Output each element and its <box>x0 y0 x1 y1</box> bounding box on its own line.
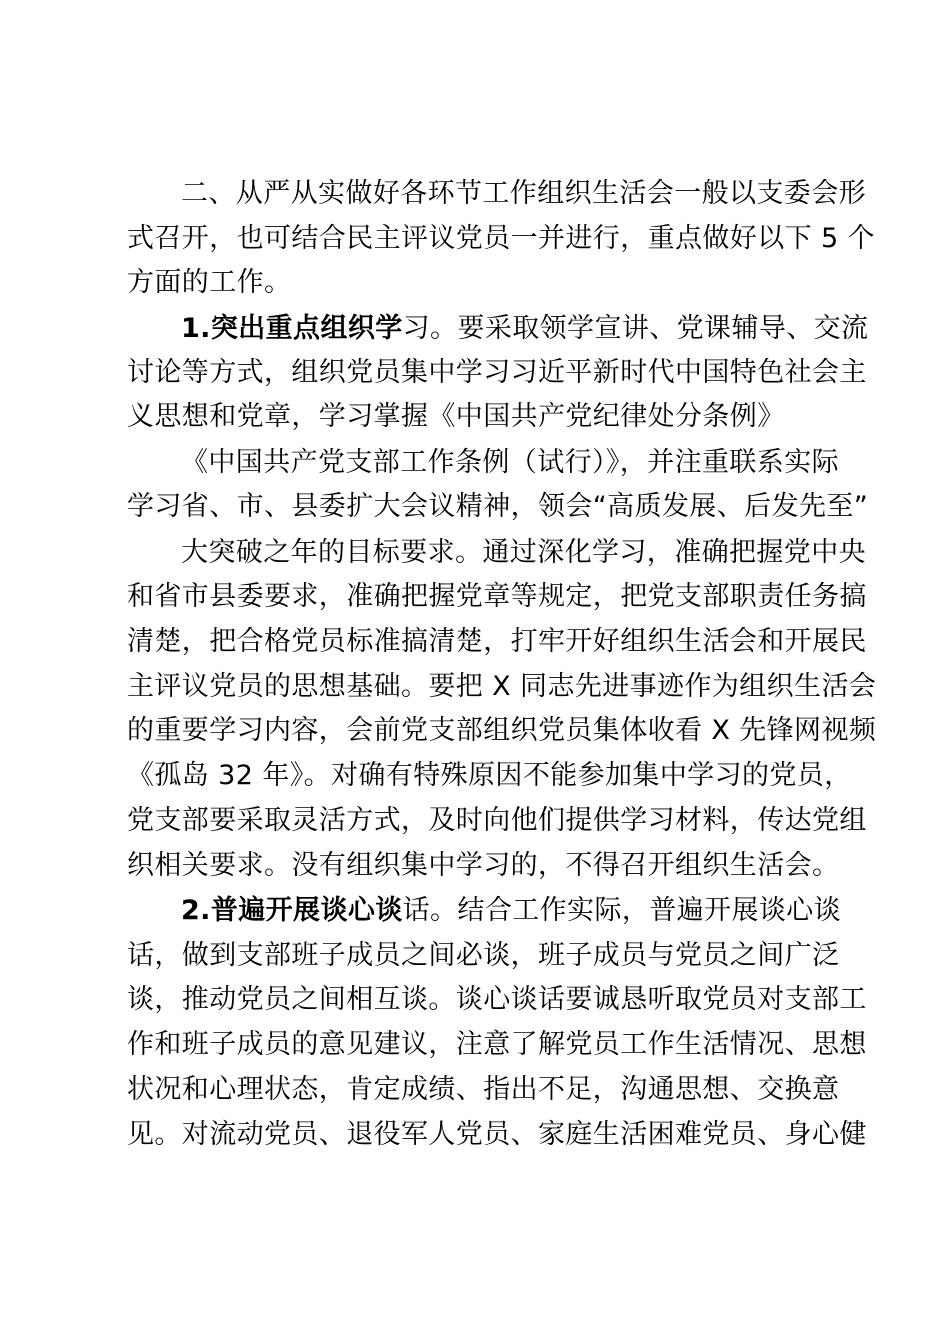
item2-heading: 2.普遍开展谈心谈 <box>181 895 403 926</box>
item1-line-6: 大突破之年的目标要求。通过深化学习，准确把握党中央 <box>181 537 866 568</box>
item1-line-7: 和省市县委要求，准确把握党章等规定，把党支部职责任务搞 <box>127 581 867 612</box>
item1-line-11: 《孤岛 32 年》。对确有特殊原因不能参加集中学习的党员， <box>127 760 852 791</box>
item1-line1-rest: 习。要采取领学宣讲、党课辅导、交流 <box>402 313 869 344</box>
item2-line-1 <box>181 891 842 931</box>
item1-line-12: 党支部要采取灵活方式，及时向他们提供学习材料，传达党组 <box>127 805 867 836</box>
item1-line-2: 讨论等方式，组织党员集中学习习近平新时代中国特色社会主 <box>127 357 867 388</box>
item1-line-4: 《中国共产党支部工作条例（试行）》，并注重联系实际 <box>181 447 839 478</box>
item1-line-10: 的重要学习内容，会前党支部组织党员集体收看 X 先锋网视频 <box>127 715 877 746</box>
item1-line-5: 学习省、市、县委扩大会议精神，领会“高质发展、后发先至” <box>127 491 869 522</box>
section2-line-3: 方面的工作。 <box>127 267 292 298</box>
item1-heading: 1.突出重点组织学 <box>181 313 403 344</box>
item1-line-3: 义思想和党章，学习掌握《中国共产党纪律处分条例》 <box>127 401 785 432</box>
item2-line-4: 作和班子成员的意见建议，注意了解党员工作生活情况、思想 <box>127 1029 867 1060</box>
item2-line-3: 谈，推动党员之间相互谈。谈心谈话要诚恳听取党员对支部工 <box>127 984 867 1015</box>
item1-line-1 <box>181 309 869 349</box>
item2-line1-rest: 话。结合工作实际，普遍开展谈心谈 <box>402 895 842 926</box>
item2-line-6: 见。对流动党员、退役军人党员、家庭生活困难党员、身心健 <box>127 1119 867 1150</box>
section2-line-2: 式召开，也可结合民主评议党员一并进行，重点做好以下 5 个 <box>127 223 875 254</box>
item2-line-2: 话，做到支部班子成员之间必谈，班子成员与党员之间广泛 <box>127 940 840 971</box>
item1-line-9: 主评议党员的思想基础。要把 X 同志先进事迹作为组织生活会 <box>127 671 877 702</box>
item1-line-8: 清楚，把合格党员标准搞清楚，打牢开好组织生活会和开展民 <box>127 626 867 657</box>
item2-line-5: 状况和心理状态，肯定成绩、指出不足，沟通思想、交换意 <box>127 1074 840 1105</box>
item1-line-13: 织相关要求。没有组织集中学习的，不得召开组织生活会。 <box>127 850 840 881</box>
section2-line-1: 二、从严从实做好各环节工作组织生活会一般以支委会形 <box>181 178 866 209</box>
